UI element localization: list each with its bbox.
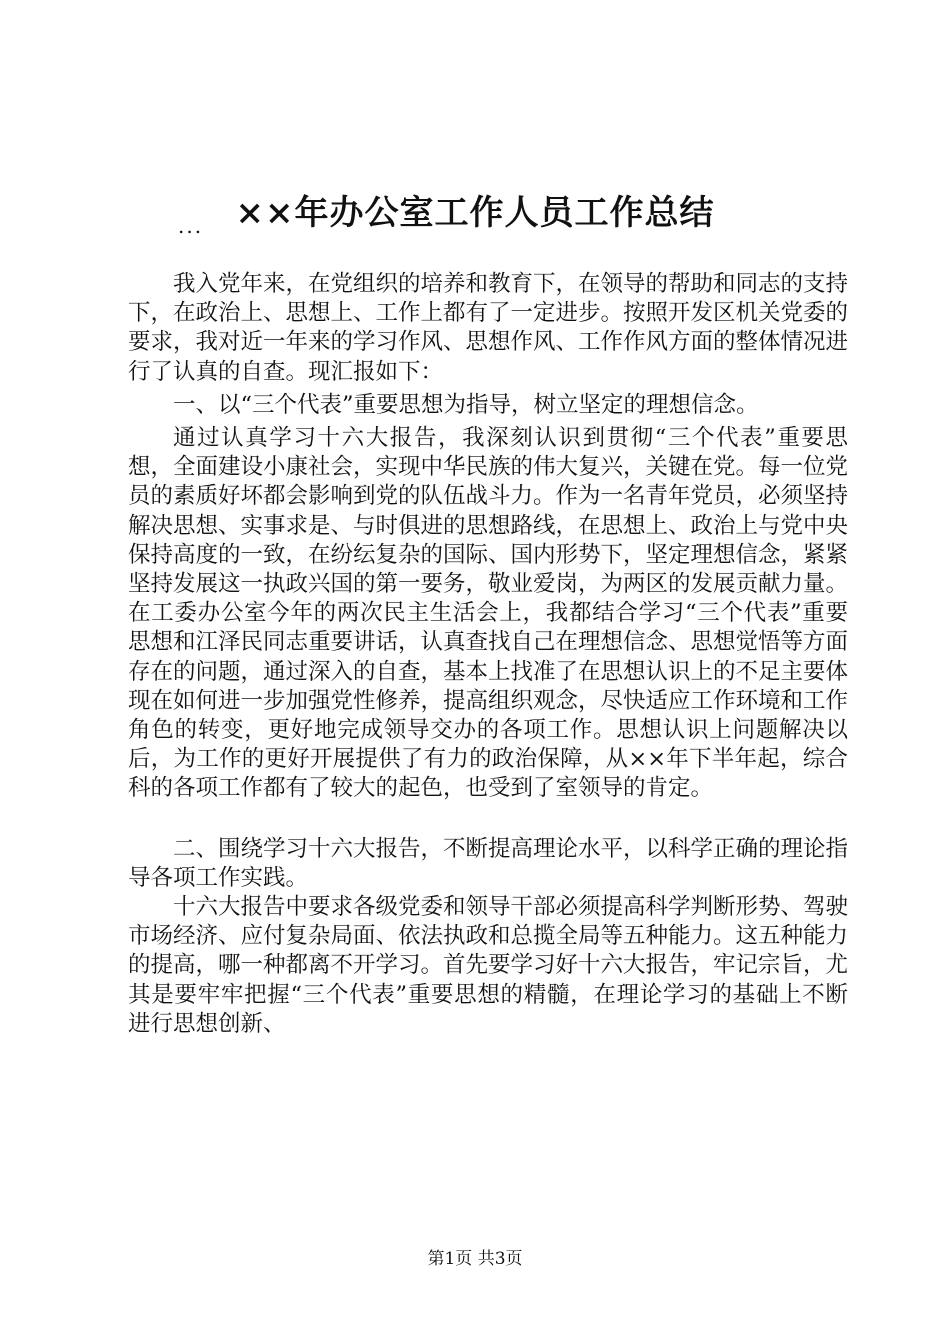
paragraph-section-2: 十六大报告中要求各级党委和领导干部必须提高科学判断形势、驾驶市场经济、应付复杂局面、依法执政和总揽全局等五种能力。这五种能力的提高，哪一种都离不开学习。首先要学习好十六大报告，牢记宗旨，尤其是要牢牢把握“三个代表”重要思想的精髓，在理论学习的基础上不断进行思想创新、 [128, 894, 849, 1037]
document-body [128, 270, 848, 1039]
section-heading-2: 二、围绕学习十六大报告，不断提高理论水平，以科学正确的理论指导各项工作实践。 [128, 835, 849, 891]
document-title: ××年办公室工作人员工作总结 [235, 193, 715, 233]
paragraph-section-1: 通过认真学习十六大报告，我深刻认识到贯彻“三个代表”重要思想，全面建设小康社会，实现中华民族的伟大复兴，关键在党。每一位党员的素质好坏都会影响到党的队伍战斗力。作为一名青年党员，必须坚持解决思想、实事求是、与时俱进的思想路线，在思想上、政治上与党中央保持高度的一致，在纷纭复杂的国际、国内形势下，坚定理想信念，紧紧坚持发展这一执政兴国的第一要务，敬业爱岗，为两区的发展贡献力量。在工委办公室今年的两次民主生活会上，我都结合学习“三个代表”重要思想和江泽民同志重要讲话，认真查找自己在理想信念、思想觉悟等方面存在的问题，通过深入的自查，基本上找准了在思想认识上的不足主要体现在如何进一步加强党性修养，提高组织观念，尽快适应工作环境和工作角色的转变，更好地完成领导交办的各项工作。思想认识上问题解决以后，为工作的更好开展提供了有力的政治保障，从××年下半年起，综合科的各项工作都有了较大的起色，也受到了室领导的肯定。 [128, 425, 849, 802]
paragraph-intro: 我入党年来，在党组织的培养和教育下，在领导的帮助和同志的支持下，在政治上、思想上、工作上都有了一定进步。按照开发区机关党委的要求，我对近一年来的学习作风、思想作风、工作作风方面的整体情况进行了认真的自查。现汇报如下： [128, 271, 849, 385]
page-footer: 第1页 共3页 [427, 1249, 523, 1269]
ellipsis-mark: ... [178, 214, 204, 238]
section-heading-1: 一、以“三个代表”重要思想为指导，树立坚定的理想信念。 [173, 391, 759, 418]
